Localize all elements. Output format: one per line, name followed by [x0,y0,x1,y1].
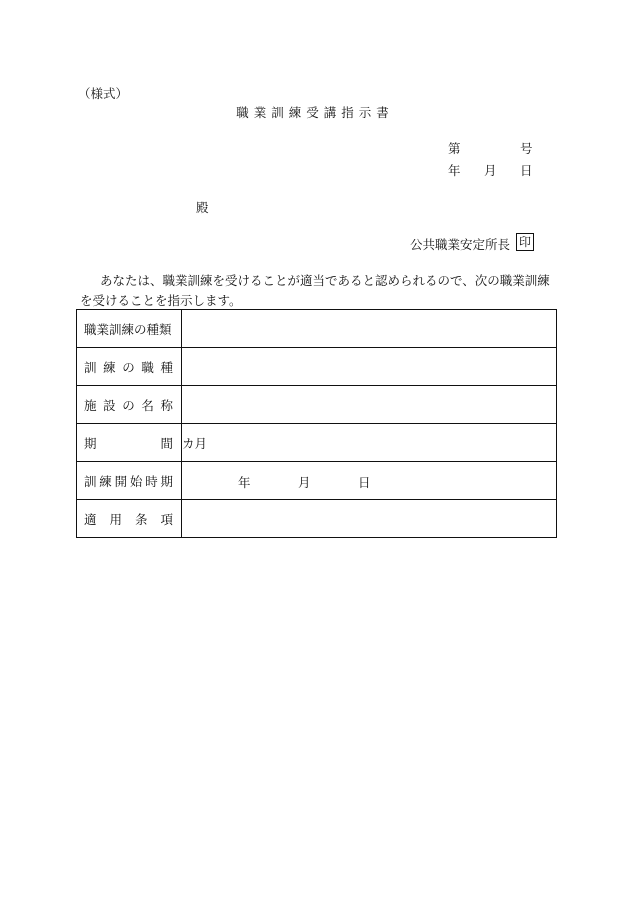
label-char: 種 [160,359,173,375]
label-char: の [122,397,135,413]
row-label-applicable-clause [77,500,182,538]
label-char: 施 [84,397,97,413]
table-row [77,500,557,538]
start-day-label: 日 [358,474,371,490]
row-value-period: カ月 [182,424,557,462]
spread-label [84,434,181,452]
label-char: 期 [160,473,173,489]
label-char: 設 [103,397,116,413]
row-value-training-type [182,310,557,348]
form-type-label: （様式） [78,86,129,101]
spread-label [84,472,181,490]
start-year-label: 年 [238,474,251,490]
label-char: 職 [141,359,154,375]
instruction-text: あなたは、職業訓練を受けることが適当であると認められるので、次の職業訓練を受けることを指示します。 [80,273,550,308]
issue-month-label: 月 [484,163,497,178]
row-value-start-date [182,462,557,500]
label-char: 時 [145,473,158,489]
label-char: 期 [84,435,97,451]
row-label-period [77,424,182,462]
spread-label [84,358,181,376]
label-char: 開 [114,473,128,489]
label-char: の [122,359,135,375]
issue-year-label: 年 [448,163,461,178]
addressee-honorific: 殿 [196,200,209,215]
label-char: 適 [84,511,97,527]
table-row [77,462,557,500]
row-label-training-type: 職業訓練の種類 [77,310,182,348]
seal-box: 印 [516,233,534,251]
label-char: 間 [160,435,173,451]
row-value-facility-name [182,386,557,424]
document-number-suffix: 号 [520,141,533,156]
row-label-job-type [77,348,182,386]
row-label-start-date [77,462,182,500]
table-row [77,424,557,462]
spread-label [84,510,181,528]
training-info-table [76,309,557,538]
label-char: 練 [103,359,116,375]
label-char: 条 [134,511,148,527]
label-char: 称 [160,397,173,413]
row-value-applicable-clause [182,500,557,538]
issue-day-label: 日 [520,163,533,178]
table-row [77,386,557,424]
row-value-job-type [182,348,557,386]
label-char: 用 [109,511,122,527]
issuer-name: 公共職業安定所長 [410,237,511,252]
row-label-facility-name [77,386,182,424]
label-char: 始 [129,473,143,489]
label-char: 訓 [84,473,97,489]
start-month-label: 月 [298,474,311,490]
document-number-label: 第 [448,141,461,156]
table-row [77,310,557,348]
spread-label [84,396,181,414]
label-char: 訓 [84,359,97,375]
label-char: 練 [99,473,112,489]
table-row [77,348,557,386]
label-char: 名 [141,397,154,413]
document-title: 職業訓練受講指示書 [236,105,394,120]
label-char: 項 [160,511,173,527]
